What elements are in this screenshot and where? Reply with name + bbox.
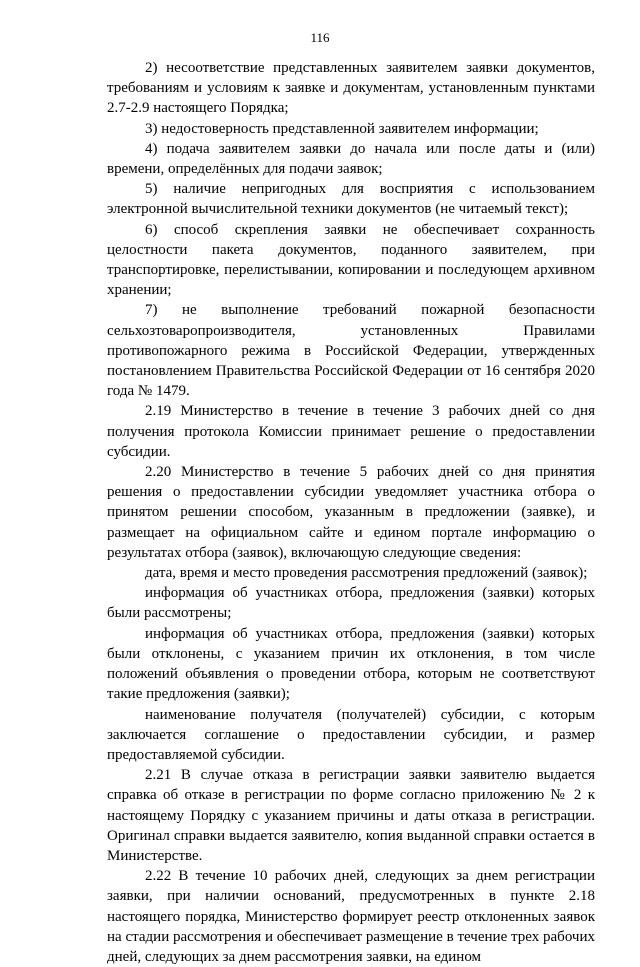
paragraph-info-rejected: информация об участниках отбора, предложения (заявки) которых были отклонены, с указанием причин их отклонения, в том числе положений объявления о проведении отбора, которым не соответствуют такие предложения (заявки); — [107, 625, 595, 703]
paragraph-info-recipient: наименование получателя (получателей) субсидии, с которым заключается соглашение о предоставлении субсидии, и размер предоставляемой субсидии. — [107, 706, 595, 763]
document-body — [107, 58, 595, 967]
paragraph-item-5: 5) наличие непригодных для восприятия с использованием электронной вычислительной техники документов (не читаемый текст); — [107, 181, 595, 218]
paragraph-item-3: 3) недостоверность представленной заявителем информации; — [145, 120, 539, 137]
paragraph-item-4: 4) подача заявителем заявки до начала или после даты и (или) времени, определённых для подачи заявок; — [107, 140, 595, 178]
paragraph-2-19: 2.19 Министерство в течение в течение 3 рабочих дней со дня получения протокола Комиссии принимает решение о предоставлении субсидии. — [107, 403, 595, 460]
page-number: 116 — [310, 30, 330, 45]
paragraph-2-20: 2.20 Министерство в течение 5 рабочих дней со дня принятия решения о предоставлении субсидии уведомляет участника отбора о принятом решении способом, указанным в предложении (заявке), и размещает на официальном сайте и едином портале информацию о результатах отбора (заявок), включающую следующие сведения: — [107, 464, 595, 561]
paragraph-info-considered: информация об участниках отбора, предложения (заявки) которых были рассмотрены; — [107, 585, 595, 622]
paragraph-item-7: 7) не выполнение требований пожарной безопасности сельхозтоваропроизводителя, установленных Правилами противопожарного режима в Российской Федерации, утвержденных постановлением Правительства Российской Федерации от 16 сентября 2020 года № 1479. — [107, 302, 595, 400]
paragraph-item-6: 6) способ скрепления заявки не обеспечивает сохранность целостности пакета документов, поданного заявителем, при транспортировке, перелистывании, копировании и последующем архивном хранении; — [107, 221, 595, 299]
paragraph-2-22: 2.22 В течение 10 рабочих дней, следующих за днем регистрации заявки, при наличии оснований, предусмотренных в пункте 2.18 настоящего порядка, Министерство формирует реестр отклоненных заявок на стадии рассмотрения и обеспечивает размещение в течение трех рабочих дней, следующих за днем рассмотрения заявки, на едином — [107, 868, 595, 965]
paragraph-2-21: 2.21 В случае отказа в регистрации заявки заявителю выдается справка об отказе в регистрации по форме согласно приложению № 2 к настоящему Порядку с указанием причины и даты отказа в регистрации. Оригинал справки выдается заявителю, копия выданной справки остается в Министерстве. — [107, 767, 595, 864]
paragraph-item-2: 2) несоответствие представленных заявителем заявки документов, требованиям и условиям к заявке и документам, установленным пунктами 2.7-2.9 настоящего Порядка; — [107, 60, 595, 117]
paragraph-info-date: дата, время и место проведения рассмотрения предложений (заявок); — [145, 565, 588, 582]
